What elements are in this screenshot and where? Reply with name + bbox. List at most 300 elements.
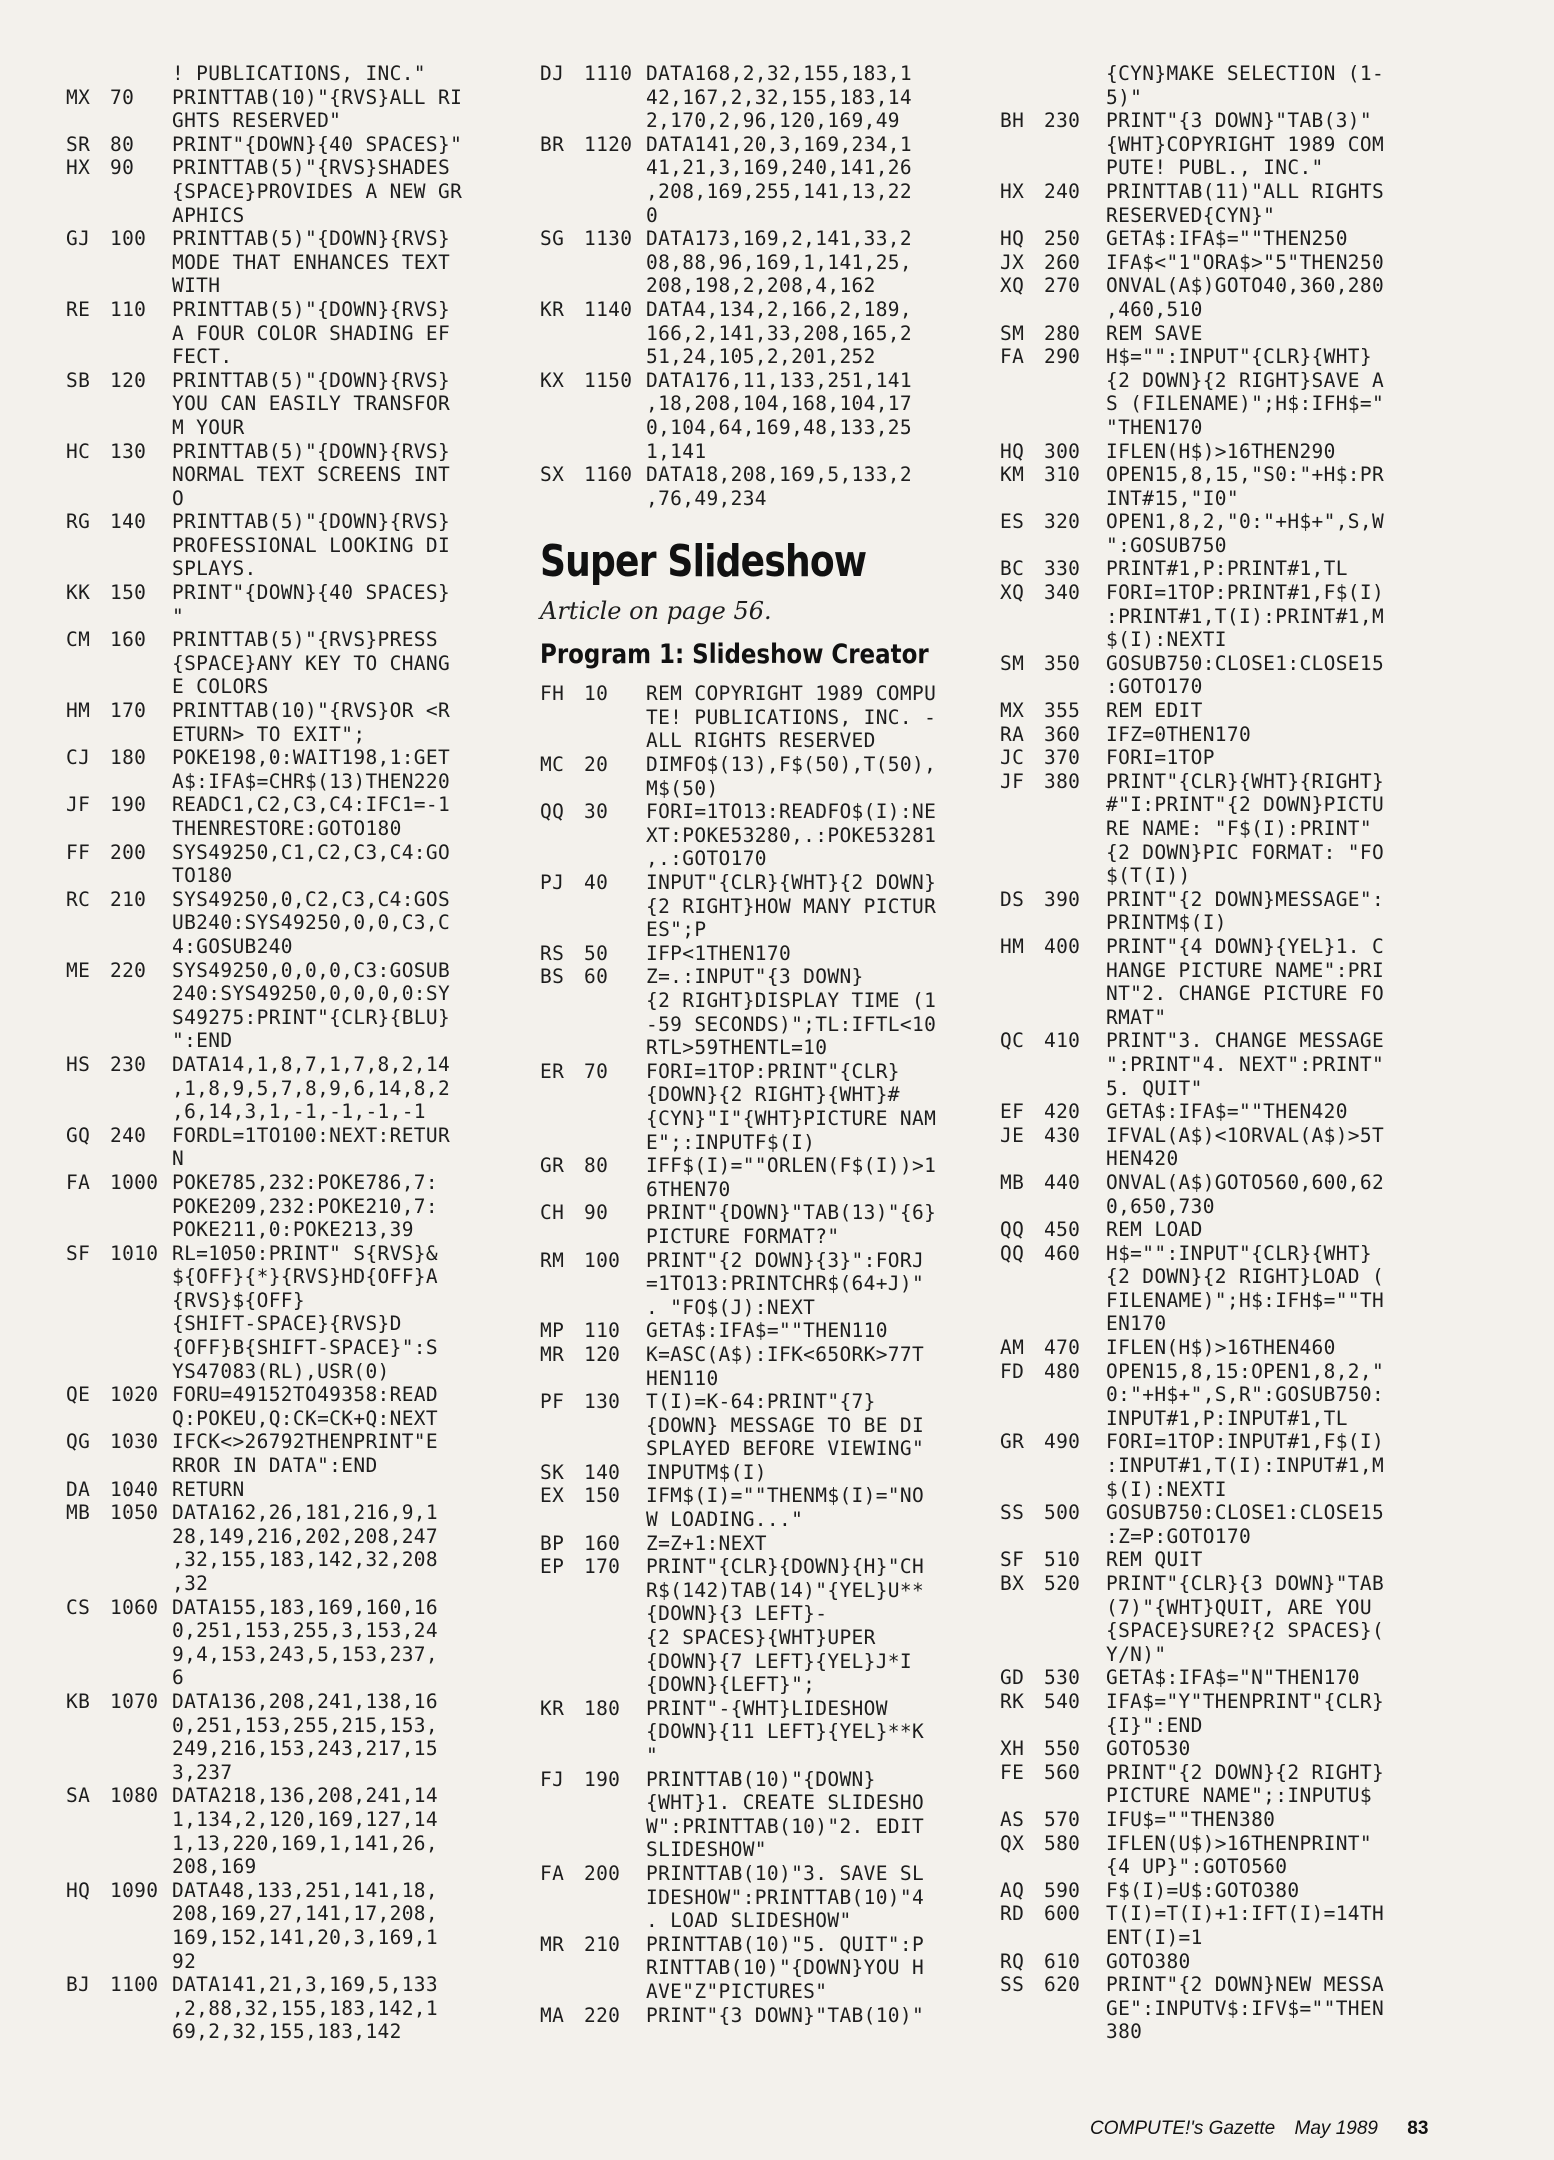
- code-line: [1000, 1784, 1470, 1808]
- checksum: KR: [540, 1696, 565, 1720]
- code-line: [540, 1650, 1020, 1674]
- code-line: [66, 133, 506, 157]
- code-line: [540, 416, 1020, 440]
- code-line: [66, 1596, 506, 1620]
- code-text: PICTURE NAME";:INPUTU$: [1106, 1784, 1372, 1808]
- line-number: [1044, 1714, 1106, 1738]
- checksum: [540, 1650, 584, 1674]
- line-number: [584, 1579, 646, 1603]
- line-number: [110, 1737, 172, 1761]
- code-line: [66, 1454, 506, 1478]
- code-line: [66, 1525, 506, 1549]
- code-line: [66, 605, 506, 629]
- code-line: [66, 1006, 506, 1030]
- code-text: IFM$(I)=""THENM$(I)="NO: [646, 1484, 925, 1508]
- code-line: [1000, 204, 1470, 228]
- code-text: -59 SECONDS)";TL:IFTL<10: [646, 1012, 937, 1036]
- code-text: $(I):NEXTI: [1106, 628, 1227, 652]
- checksum: [1000, 1383, 1044, 1407]
- code-text: POKE209,232:POKE210,7:: [172, 1194, 438, 1218]
- line-number: 355: [1044, 699, 1081, 723]
- code-line: [540, 777, 1020, 801]
- line-number: [584, 895, 646, 919]
- checksum: [66, 1454, 110, 1478]
- code-line: [1000, 1147, 1470, 1171]
- checksum: [1000, 86, 1044, 110]
- line-number: 370: [1044, 746, 1081, 770]
- checksum: [540, 1626, 584, 1650]
- code-text: 169,152,141,20,3,169,1: [172, 1925, 438, 1949]
- code-text: ": [646, 1744, 659, 1767]
- checksum: [1000, 982, 1044, 1006]
- checksum: [1000, 1053, 1044, 1077]
- code-line: [1000, 1619, 1470, 1643]
- code-text: DATA48,133,251,141,18,: [172, 1878, 438, 1902]
- code-text: PRINT"{2 DOWN}NEW MESSA: [1106, 1973, 1385, 1997]
- code-line: [66, 959, 506, 983]
- checksum: [66, 557, 110, 581]
- line-number: [1044, 1855, 1106, 1879]
- code-line: [1000, 227, 1470, 251]
- line-number: [584, 487, 646, 511]
- line-number: [1044, 1926, 1106, 1950]
- code-line: [540, 392, 1020, 416]
- code-line: [1000, 463, 1470, 487]
- code-line: [1000, 86, 1470, 110]
- checksum: [1000, 628, 1044, 652]
- code-line: [1000, 888, 1470, 912]
- checksum: [66, 534, 110, 558]
- code-line: [66, 86, 506, 110]
- code-text: {SHIFT-SPACE}{RVS}D: [172, 1312, 402, 1336]
- checksum: [540, 1886, 584, 1910]
- checksum: [66, 911, 110, 935]
- code-text: 208,198,2,208,4,162: [646, 274, 876, 298]
- code-line: [66, 1265, 506, 1289]
- code-text: E COLORS: [172, 675, 269, 699]
- code-line: [66, 251, 506, 275]
- line-number: [1044, 133, 1106, 157]
- code-text: GOTO530: [1106, 1737, 1191, 1761]
- line-number: [584, 1296, 646, 1320]
- line-number: 270: [1044, 274, 1081, 298]
- line-number: [110, 935, 172, 959]
- line-number: [1044, 1643, 1106, 1667]
- code-text: NORMAL TEXT SCREENS INT: [172, 463, 451, 487]
- code-text: FORI=1TOP:INPUT#1,F$(I): [1106, 1430, 1385, 1454]
- code-line: [66, 416, 506, 440]
- code-text: W LOADING...": [646, 1508, 804, 1532]
- code-line: [66, 581, 506, 605]
- checksum: [66, 1761, 110, 1785]
- checksum: [1000, 1643, 1044, 1667]
- code-text: FORI=1TOP:PRINT#1,F$(I): [1106, 581, 1385, 605]
- code-line: [540, 1201, 1020, 1225]
- line-number: 200: [584, 1861, 621, 1885]
- checksum: [66, 1195, 110, 1219]
- code-line: [1000, 1855, 1470, 1879]
- checksum: [540, 1367, 584, 1391]
- checksum: [1000, 1454, 1044, 1478]
- checksum: [66, 1147, 110, 1171]
- line-number: [110, 1855, 172, 1879]
- checksum: [540, 1673, 584, 1697]
- line-number: [584, 847, 646, 871]
- code-line: [66, 746, 506, 770]
- checksum: [540, 1036, 584, 1060]
- code-line: [1000, 1501, 1470, 1525]
- code-text: W":PRINTTAB(10)"2. EDIT: [646, 1814, 925, 1838]
- checksum: [66, 605, 110, 629]
- line-number: 100: [584, 1248, 621, 1272]
- code-line: [540, 274, 1020, 298]
- code-line: [1000, 817, 1470, 841]
- code-line: [66, 1714, 506, 1738]
- code-line: [66, 1501, 506, 1525]
- checksum: [540, 1178, 584, 1202]
- code-line: [540, 1367, 1020, 1391]
- line-number: 1150: [584, 368, 633, 392]
- code-text: ":END: [172, 1029, 233, 1053]
- checksum: [1000, 1265, 1044, 1289]
- code-text: ,18,208,104,168,104,17: [646, 392, 912, 416]
- code-line: [1000, 911, 1470, 935]
- checksum: [66, 1548, 110, 1572]
- code-text: PRINTTAB(5)"{DOWN}{RVS}: [172, 368, 451, 392]
- code-text: INPUT#1,P:INPUT#1,TL: [1106, 1406, 1348, 1430]
- line-number: 150: [584, 1484, 621, 1508]
- checksum: [66, 416, 110, 440]
- code-line: [540, 800, 1020, 824]
- line-number: [110, 1454, 172, 1478]
- code-text: N: [172, 1147, 185, 1171]
- checksum: [66, 770, 110, 794]
- code-text: IFLEN(H$)>16THEN460: [1106, 1336, 1336, 1360]
- checksum: [540, 1980, 584, 2004]
- line-number: [584, 1626, 646, 1650]
- checksum: SF: [1000, 1548, 1025, 1572]
- line-number: [1044, 1525, 1106, 1549]
- checksum: RA: [1000, 722, 1025, 746]
- code-line: [66, 1312, 506, 1336]
- code-text: PRINT"{DOWN}{40 SPACES}: [172, 581, 451, 605]
- line-number: 120: [584, 1342, 621, 1366]
- code-text: DATA141,20,3,169,234,1: [646, 132, 912, 156]
- checksum: [1000, 62, 1044, 86]
- code-line: [540, 1602, 1020, 1626]
- checksum: [1000, 1077, 1044, 1101]
- code-line: [1000, 699, 1470, 723]
- checksum: HM: [1000, 934, 1025, 958]
- code-text: ! PUBLICATIONS, INC.": [172, 62, 426, 85]
- page-footer: [1090, 2118, 1510, 2140]
- line-number: [110, 770, 172, 794]
- code-line: [540, 1036, 1020, 1060]
- line-number: [110, 605, 172, 629]
- code-line: [1000, 864, 1470, 888]
- code-line: [540, 1390, 1020, 1414]
- line-number: 1020: [110, 1383, 159, 1407]
- checksum: FE: [1000, 1760, 1025, 1784]
- checksum: XH: [1000, 1737, 1025, 1761]
- line-number: 30: [584, 800, 609, 824]
- code-text: ,76,49,234: [646, 486, 767, 510]
- code-text: FORDL=1TO100:NEXT:RETUR: [172, 1123, 451, 1147]
- checksum: [540, 1272, 584, 1296]
- checksum: ER: [540, 1059, 565, 1083]
- checksum: PJ: [540, 871, 565, 895]
- code-line: [1000, 1572, 1470, 1596]
- code-text: 51,24,105,2,201,252: [646, 345, 876, 369]
- line-number: 1060: [110, 1595, 159, 1619]
- code-text: PRINT"{2 DOWN}MESSAGE":: [1106, 887, 1385, 911]
- checksum: [540, 345, 584, 369]
- code-line: [66, 1973, 506, 1997]
- code-line: [540, 965, 1020, 989]
- checksum: JF: [66, 793, 91, 817]
- code-text: {DOWN}{11 LEFT}{YEL}**K: [646, 1720, 925, 1744]
- line-number: [584, 1909, 646, 1933]
- checksum: AS: [1000, 1807, 1025, 1831]
- code-line: [1000, 2020, 1470, 2044]
- code-text: 5)": [1106, 85, 1143, 109]
- code-line: [1000, 1077, 1470, 1101]
- code-text: RESERVED{CYN}": [1106, 203, 1276, 227]
- line-number: 1000: [110, 1170, 159, 1194]
- line-number: 260: [1044, 250, 1081, 274]
- line-number: 380: [1044, 769, 1081, 793]
- code-line: [66, 1666, 506, 1690]
- line-number: [110, 1360, 172, 1384]
- line-number: 460: [1044, 1241, 1081, 1265]
- line-number: 90: [110, 156, 135, 180]
- code-line: [66, 1832, 506, 1856]
- code-line: [1000, 1171, 1470, 1195]
- code-text: {2 DOWN}{2 RIGHT}LOAD (: [1106, 1265, 1385, 1289]
- checksum: [66, 1407, 110, 1431]
- code-text: PROFESSIONAL LOOKING DI: [172, 533, 451, 557]
- code-line: [66, 1643, 506, 1667]
- line-number: 210: [110, 887, 147, 911]
- code-text: PRINT"{CLR}{3 DOWN}"TAB: [1106, 1572, 1385, 1595]
- code-text: ENT(I)=1: [1106, 1925, 1203, 1949]
- line-number: [1044, 86, 1106, 110]
- line-number: [584, 1083, 646, 1107]
- line-number: 580: [1044, 1831, 1081, 1855]
- code-text: PRINT"{CLR}{DOWN}{H}"CH: [646, 1555, 925, 1579]
- code-line: [66, 1950, 506, 1974]
- code-line: [540, 1626, 1020, 1650]
- code-line: [1000, 1997, 1470, 2021]
- code-text: {SPACE}SURE?{2 SPACES}(: [1106, 1619, 1385, 1643]
- line-number: [110, 109, 172, 133]
- code-text: RTL>59THENTL=10: [646, 1036, 828, 1060]
- checksum: [66, 251, 110, 275]
- checksum: [1000, 841, 1044, 865]
- code-line: [1000, 841, 1470, 865]
- checksum: HQ: [1000, 439, 1025, 463]
- line-number: [1044, 1265, 1106, 1289]
- code-text: ":GOSUB750: [1106, 533, 1227, 557]
- line-number: [584, 180, 646, 204]
- line-number: [1044, 605, 1106, 629]
- code-text: PRINT"{4 DOWN}{YEL}1. C: [1106, 934, 1385, 958]
- line-number: 400: [1044, 934, 1081, 958]
- checksum: [540, 847, 584, 871]
- line-number: 1080: [110, 1784, 159, 1808]
- checksum: SX: [540, 463, 565, 487]
- checksum: [1000, 1525, 1044, 1549]
- checksum: [540, 251, 584, 275]
- line-number: 520: [1044, 1572, 1081, 1595]
- line-number: [110, 251, 172, 275]
- code-text: ,208,169,255,141,13,22: [646, 179, 912, 203]
- checksum: [540, 1013, 584, 1037]
- checksum: CH: [540, 1201, 565, 1225]
- code-text: EN170: [1106, 1312, 1167, 1336]
- code-line: [1000, 1265, 1470, 1289]
- code-text: GETA$:IFA$=""THEN110: [646, 1319, 888, 1343]
- code-line: [540, 1579, 1020, 1603]
- code-line: [540, 204, 1020, 228]
- checksum: [66, 723, 110, 747]
- line-number: [1044, 1454, 1106, 1478]
- code-line: [66, 1289, 506, 1313]
- code-line: [1000, 652, 1470, 676]
- line-number: [110, 2020, 172, 2044]
- line-number: [1044, 1407, 1106, 1431]
- line-number: 440: [1044, 1170, 1081, 1194]
- code-text: DATA168,2,32,155,183,1: [646, 62, 912, 85]
- code-text: PRINTTAB(10)"{DOWN}: [646, 1767, 876, 1791]
- code-text: {DOWN}{7 LEFT}{YEL}J*I: [646, 1649, 912, 1673]
- code-text: 6: [172, 1666, 185, 1690]
- line-number: 340: [1044, 581, 1081, 605]
- line-number: 510: [1044, 1548, 1081, 1572]
- checksum: [66, 274, 110, 298]
- code-text: F$(I)=U$:GOTO380: [1106, 1878, 1300, 1902]
- code-text: ,.:GOTO170: [646, 847, 767, 871]
- code-line: [66, 1784, 506, 1808]
- checksum: [1000, 204, 1044, 228]
- code-text: PRINTTAB(10)"5. QUIT":P: [646, 1932, 925, 1956]
- code-line: [66, 628, 506, 652]
- code-text: TE! PUBLICATIONS, INC. -: [646, 705, 937, 729]
- code-line: [66, 675, 506, 699]
- article-reference: Article on page 56.: [540, 597, 772, 626]
- code-text: 92: [172, 1949, 197, 1973]
- code-text: Z=Z+1:NEXT: [646, 1531, 767, 1555]
- checksum: MB: [66, 1501, 91, 1525]
- line-number: [110, 817, 172, 841]
- code-text: IFP<1THEN170: [646, 941, 792, 965]
- checksum: [540, 156, 584, 180]
- code-text: GOTO380: [1106, 1949, 1191, 1973]
- checksum: [66, 1336, 110, 1360]
- code-line: [540, 1673, 1020, 1697]
- checksum: [540, 824, 584, 848]
- code-text: 0,251,153,255,3,153,24: [172, 1619, 438, 1643]
- code-text: ,6,14,3,1,-1,-1,-1,-1: [172, 1100, 426, 1124]
- code-line: [66, 1761, 506, 1785]
- line-number: 10: [584, 682, 609, 706]
- line-number: [584, 1107, 646, 1131]
- code-text: DATA4,134,2,166,2,189,: [646, 297, 912, 321]
- code-line: [1000, 534, 1470, 558]
- line-number: [1044, 156, 1106, 180]
- code-text: T(I)=T(I)+1:IFT(I)=14TH: [1106, 1902, 1385, 1926]
- code-line: [1000, 133, 1470, 157]
- code-text: 9,4,153,243,5,153,237,: [172, 1642, 438, 1666]
- checksum: [66, 935, 110, 959]
- checksum: GR: [540, 1154, 565, 1178]
- line-number: [1044, 1596, 1106, 1620]
- code-text: 4:GOSUB240: [172, 934, 293, 958]
- checksum: KB: [66, 1689, 91, 1713]
- checksum: [1000, 1596, 1044, 1620]
- code-text: 6THEN70: [646, 1177, 731, 1201]
- code-text: {CYN}"I"{WHT}PICTURE NAM: [646, 1106, 937, 1130]
- code-line: [1000, 322, 1470, 346]
- code-line: [1000, 982, 1470, 1006]
- code-line: [1000, 274, 1470, 298]
- checksum: KM: [1000, 463, 1025, 487]
- code-text: DATA218,136,208,241,14: [172, 1784, 438, 1808]
- code-line: [540, 1484, 1020, 1508]
- checksum: [540, 706, 584, 730]
- checksum: QC: [1000, 1029, 1025, 1053]
- code-text: DATA162,26,181,216,9,1: [172, 1501, 438, 1525]
- code-text: #"I:PRINT"{2 DOWN}PICTU: [1106, 793, 1385, 817]
- checksum: RC: [66, 887, 91, 911]
- line-number: 1120: [584, 132, 633, 156]
- code-text: {DOWN}{3 LEFT}-: [646, 1602, 828, 1626]
- line-number: 540: [1044, 1689, 1081, 1713]
- code-text: H$="":INPUT"{CLR}{WHT}: [1106, 345, 1372, 369]
- code-text: SYS49250,0,C2,C3,C4:GOS: [172, 887, 451, 911]
- code-line: [540, 1532, 1020, 1556]
- line-number: [1044, 298, 1106, 322]
- line-number: 160: [110, 628, 147, 652]
- code-line: [540, 2004, 1020, 2028]
- code-text: M$(50): [646, 776, 719, 800]
- checksum: MX: [1000, 699, 1025, 723]
- checksum: [1000, 1006, 1044, 1030]
- line-number: [1044, 675, 1106, 699]
- line-number: 1030: [110, 1430, 159, 1454]
- code-text: IFLEN(H$)>16THEN290: [1106, 439, 1336, 463]
- code-text: WITH: [172, 274, 221, 298]
- code-line: [540, 1296, 1020, 1320]
- checksum: [66, 392, 110, 416]
- code-text: PRINT"{DOWN}{40 SPACES}": [172, 132, 463, 156]
- line-number: [584, 1036, 646, 1060]
- checksum: [1000, 1312, 1044, 1336]
- line-number: [110, 1714, 172, 1738]
- line-number: 360: [1044, 722, 1081, 746]
- code-text: DATA173,169,2,141,33,2: [646, 227, 912, 251]
- code-text: IFU$=""THEN380: [1106, 1807, 1276, 1831]
- checksum: [540, 1296, 584, 1320]
- line-number: 210: [584, 1932, 621, 1956]
- checksum: QX: [1000, 1831, 1025, 1855]
- code-text: DATA176,11,133,251,141: [646, 368, 912, 392]
- code-line: [66, 1548, 506, 1572]
- line-number: [110, 1902, 172, 1926]
- line-number: 170: [110, 699, 147, 723]
- code-line: [66, 888, 506, 912]
- code-text: SLIDESHOW": [646, 1838, 767, 1862]
